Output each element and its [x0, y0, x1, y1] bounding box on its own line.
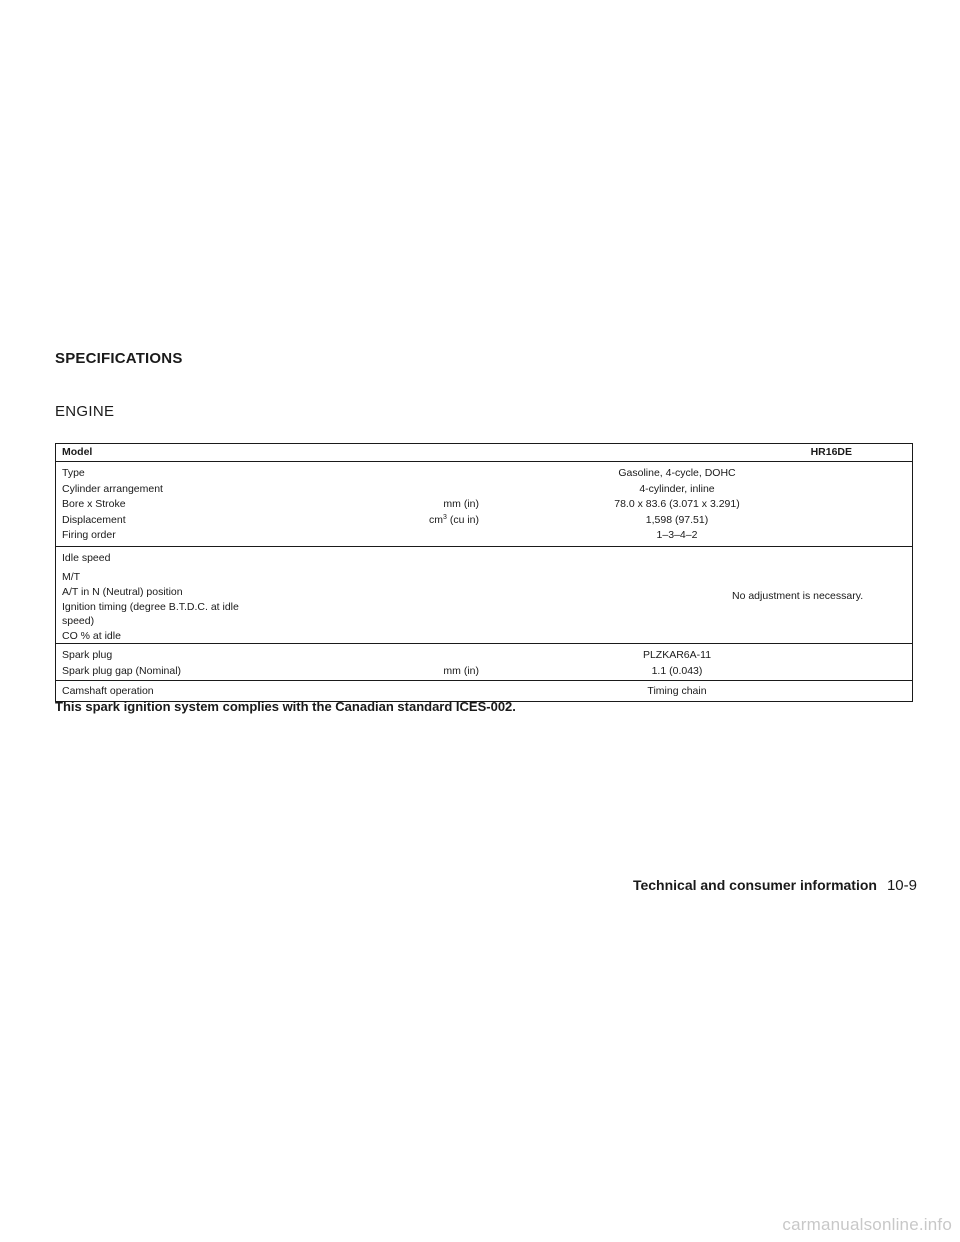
row-label: Cylinder arrangement [62, 482, 163, 495]
table-row [56, 684, 912, 700]
table-row [56, 513, 912, 529]
compliance-note: This spark ignition system complies with the Canadian standard ICES-002. [55, 699, 516, 714]
header-model-label: Model [62, 446, 93, 458]
row-label: Camshaft operation [62, 685, 154, 697]
table-row [56, 466, 912, 482]
engine-spec-table [55, 443, 913, 702]
row-label: Spark plug gap (Nominal) [62, 664, 182, 677]
row-label: A/T in N (Neutral) position [62, 586, 183, 598]
section-heading: SPECIFICATIONS [55, 350, 183, 367]
row-label: Firing order [62, 529, 116, 541]
row-label: Type [62, 467, 85, 479]
row-label: CO % at idle [62, 630, 121, 642]
row-value: 1,598 (97.51) [645, 513, 709, 526]
row-label: Spark plug [62, 649, 113, 661]
table-group-general [56, 462, 912, 547]
idle-value: No adjustment is necessary. [732, 590, 864, 602]
unit-base: cm [429, 513, 443, 526]
row-value: 78.0 x 83.6 (3.071 x 3.291) [614, 498, 740, 510]
row-label: M/T [62, 571, 81, 583]
table-row [56, 648, 912, 664]
row-unit [429, 513, 479, 529]
row-label: Ignition timing (degree B.T.D.C. at idle [62, 601, 239, 613]
row-value: Timing chain [647, 685, 707, 697]
table-group-idle [56, 547, 912, 644]
row-value: Gasoline, 4-cycle, DOHC [618, 467, 736, 479]
row-unit: mm (in) [443, 664, 479, 677]
unit-rest: (cu in) [446, 513, 479, 526]
row-label: Displacement [62, 513, 126, 526]
row-value: 1–3–4–2 [656, 529, 698, 541]
watermark: carmanualsonline.info [782, 1215, 952, 1234]
row-label: speed) [62, 615, 95, 627]
page-footer [633, 877, 917, 894]
table-header [56, 444, 912, 462]
engine-subheading: ENGINE [55, 403, 115, 420]
row-label: Bore x Stroke [62, 498, 126, 510]
page-number: 10-9 [886, 877, 917, 894]
row-value: 4-cylinder, inline [639, 482, 715, 495]
table-group-spark [56, 644, 912, 681]
table-group-camshaft [56, 681, 912, 701]
row-value: 1.1 (0.043) [651, 664, 703, 677]
row-label: Idle speed [62, 552, 111, 564]
table-row [56, 497, 912, 513]
row-unit: mm (in) [443, 498, 479, 510]
table-row [56, 664, 912, 680]
row-value: PLZKAR6A-11 [642, 649, 712, 661]
unit-superscript: 3 [443, 513, 447, 521]
table-row [56, 482, 912, 498]
footer-title: Technical and consumer information [632, 877, 877, 893]
table-row [56, 528, 912, 544]
header-model-value: HR16DE [810, 446, 852, 458]
